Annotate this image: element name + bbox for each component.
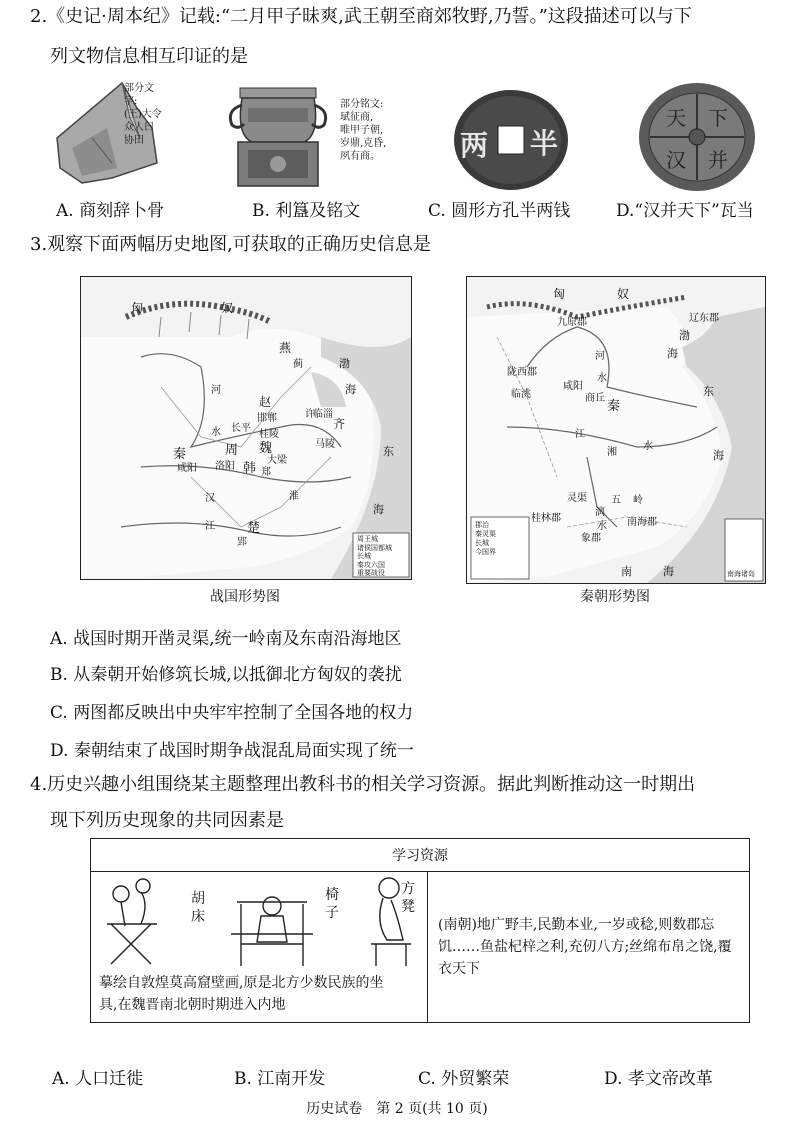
oracle-bone-image: [52, 78, 167, 190]
map1-caption: 战国形势图: [210, 589, 280, 605]
q3-choice-a[interactable]: A. 战国时期开凿灵渠,统一岭南及东南沿海地区: [50, 629, 402, 649]
map2-label-xiong: 匈: [553, 287, 566, 301]
map1-label-nu: 奴: [221, 301, 234, 315]
map2-caption: 秦朝形势图: [580, 589, 650, 605]
map1-legend-4: 重要战役: [357, 569, 385, 577]
map1-label-luoyang: 洛阳: [215, 461, 235, 472]
map1-label-handan: 邯郸: [257, 413, 277, 424]
map2-label-dong: 东: [703, 385, 714, 398]
map2-label-ling: 岭: [633, 495, 643, 506]
map1-label-chu: 楚: [247, 521, 261, 536]
map2-label-liaodong: 辽东郡: [689, 313, 719, 324]
coin-char-left: 两: [460, 129, 489, 162]
map1-label-dong: 东: [383, 445, 394, 458]
map2-legend-0: 郡治: [475, 521, 489, 529]
map2-label-nanhai: 南海郡: [627, 517, 657, 528]
gui-text-3: 岁鼎,克昏,: [340, 138, 387, 149]
question-4: [30, 768, 774, 838]
gui-text-0: 部分铭文:: [340, 99, 384, 110]
map1-label-ji: 蓟: [293, 359, 303, 370]
map2-label-wu: 五: [611, 495, 621, 506]
q4-option-a[interactable]: A. 人口迁徙: [52, 1069, 144, 1089]
map1-label-zheng: 郑: [261, 467, 271, 478]
map2-label-jiang: 江: [575, 429, 585, 440]
map2-label-lintao: 临洮: [511, 389, 531, 400]
map2-label-hai1: 海: [667, 347, 678, 360]
map1-label-shui: 水: [211, 427, 221, 438]
question-3: [30, 228, 774, 262]
q3-choice-b[interactable]: B. 从秦朝开始修筑长城,以抵御北方匈奴的袭扰: [50, 665, 402, 685]
coin-char-right: 半: [530, 127, 559, 160]
map1-label-hai1: 海: [345, 383, 356, 396]
oracle-text-0: 部分文字:: [124, 83, 154, 107]
q3-choice-c[interactable]: C. 两图都反映出中央牢牢控制了全国各地的权力: [50, 703, 414, 723]
map1-label-yan: 燕: [279, 341, 292, 355]
q2-option-a[interactable]: A. 商刻辞卜骨: [56, 201, 165, 221]
map1-label-qi: 齐: [333, 417, 346, 431]
gui-text-1: 珷征商,: [340, 112, 374, 123]
gui-text-2: 唯甲子朝,: [340, 125, 384, 136]
label-fangdeng: 方凳: [401, 881, 415, 915]
map1-label-han-state: 韩: [243, 461, 257, 476]
map1-label-wei: 魏: [259, 441, 273, 456]
tile-char-1: 下: [708, 106, 728, 130]
li-gui-image: [222, 80, 412, 192]
table-header: 学习资源: [91, 839, 750, 872]
map2-label-he: 河: [595, 351, 605, 362]
map1-label-xu: 许: [305, 409, 315, 420]
label-yizi: 椅子: [325, 887, 339, 921]
map2-label-longxi: 陇西郡: [507, 367, 537, 378]
q4-option-d[interactable]: D. 孝文帝改革: [604, 1069, 713, 1089]
map2-label-hai2: 海: [713, 449, 724, 462]
q2-option-c[interactable]: C. 圆形方孔半两钱: [428, 201, 571, 221]
tile-end-image: [638, 82, 756, 192]
q4-stem-line1: 4.历史兴趣小组围绕某主题整理出教科书的相关学习资源。据此判断推动这一时期出: [30, 774, 696, 795]
map2-legend-1: 秦灵渠: [475, 530, 496, 538]
map2-label-hai3: 海: [663, 565, 674, 578]
map1-label-zhou: 周: [225, 443, 239, 458]
map2-label-xiang-jun: 象郡: [581, 533, 601, 544]
map1-label-xianyang: 咸阳: [177, 463, 197, 474]
map1-label-he: 河: [211, 385, 221, 396]
map1-label-zhao: 赵: [259, 395, 272, 409]
q4-stem-line2: 现下列历史现象的共同因素是: [50, 810, 284, 831]
map1-label-qin: 秦: [173, 447, 187, 462]
gui-text-4: 夙有商。: [340, 151, 380, 162]
page-footer: 历史试卷 第 2 页(共 10 页): [306, 1101, 488, 1117]
q3-stem: 3.观察下面两幅历史地图,可获取的正确历史信息是: [30, 234, 431, 255]
map1-label-jiang: 江: [205, 521, 215, 532]
qin-dynasty-map: [466, 276, 766, 584]
map1-label-ying: 郢: [237, 537, 247, 548]
map2-legend-3: 今国界: [475, 548, 496, 556]
tile-char-3: 汉: [666, 148, 686, 172]
furniture-cell: [91, 872, 428, 1023]
map1-label-bo: 渤: [339, 357, 350, 370]
label-huchuang: 胡床: [191, 891, 205, 925]
map1-label-linzi: 临淄: [313, 409, 333, 420]
map2-label-nu: 奴: [617, 287, 630, 301]
q2-option-b[interactable]: B. 利簋及铭文: [252, 201, 361, 221]
map1-label-guiling: 桂陵: [259, 429, 279, 440]
map2-label-guilin: 桂林郡: [531, 513, 561, 524]
map1-legend: [357, 535, 392, 578]
map2-label-shui3: 水: [597, 521, 607, 532]
map2-inset-label: 南海诸岛: [727, 570, 755, 578]
tile-char-2: 并: [708, 148, 728, 172]
warring-states-map: [80, 276, 412, 580]
map1-legend-1: 诸侯国都城: [357, 543, 392, 552]
map2-label-lingqu: 灵渠: [567, 493, 587, 504]
q4-option-c[interactable]: C. 外贸繁荣: [418, 1069, 510, 1089]
map1-label-hanshui: 汉: [205, 493, 215, 504]
tile-char-0: 天: [666, 106, 686, 130]
oracle-text-3: 协田: [124, 135, 144, 146]
map2-label-shui2: 水: [643, 441, 653, 452]
oracle-text-2: 众人曰: [124, 122, 154, 133]
map1-label-changping: 长平: [231, 423, 251, 434]
south-dynasty-text: (南朝)地广野丰,民勤本业,一岁或稔,则数郡忘饥……鱼盐杞梓之利,充仞八方;丝绵布帛之饶,覆衣天下: [428, 872, 750, 1023]
map2-label-xiang: 湘: [607, 447, 617, 458]
map2-label-nan: 南: [621, 565, 632, 578]
banliang-coin-image: [452, 88, 570, 192]
map2-label-xianyang: 咸阳: [563, 381, 583, 392]
map1-label-xiong: 匈: [131, 301, 144, 315]
q4-option-b[interactable]: B. 江南开发: [234, 1069, 326, 1089]
learning-resources-table: [90, 838, 750, 1023]
q2-stem-line1: 2.《史记·周本纪》记载:“二月甲子昧爽,武王朝至商郊牧野,乃誓。”这段描述可以与下: [30, 6, 692, 27]
map2-legend-2: 长城: [475, 539, 489, 547]
map1-label-hai2: 海: [373, 503, 384, 516]
q3-choice-d[interactable]: D. 秦朝结束了战国时期争战混乱局面实现了统一: [50, 741, 414, 761]
map2-label-bo: 渤: [679, 329, 690, 342]
furniture-description: 摹绘自敦煌莫高窟壁画,原是北方少数民族的坐具,在魏晋南北朝时期进入内地: [99, 975, 384, 1013]
map2-label-shui1: 水: [597, 373, 607, 384]
map2-label-li: 漓: [595, 507, 605, 518]
q2-stem-line2: 列文物信息相互印证的是: [50, 46, 248, 67]
map1-label-maling: 马陵: [315, 439, 335, 450]
map1-legend-3: 秦攻六国: [357, 560, 385, 569]
map1-legend-0: 周王城: [357, 535, 378, 543]
map1-legend-2: 长城: [357, 552, 371, 560]
map2-legend: [475, 521, 496, 557]
question-2: [30, 0, 774, 74]
map2-label-shangqiu: 商丘: [585, 393, 605, 404]
oracle-text-1: (王)大令: [124, 109, 162, 120]
map2-label-jiuyuan: 九原郡: [557, 317, 587, 328]
map1-label-huai: 淮: [289, 491, 299, 502]
map2-label-qin: 秦: [607, 399, 621, 414]
q2-option-d[interactable]: D.“汉并天下”瓦当: [616, 201, 754, 221]
map1-label-daliang: 大梁: [267, 455, 287, 466]
